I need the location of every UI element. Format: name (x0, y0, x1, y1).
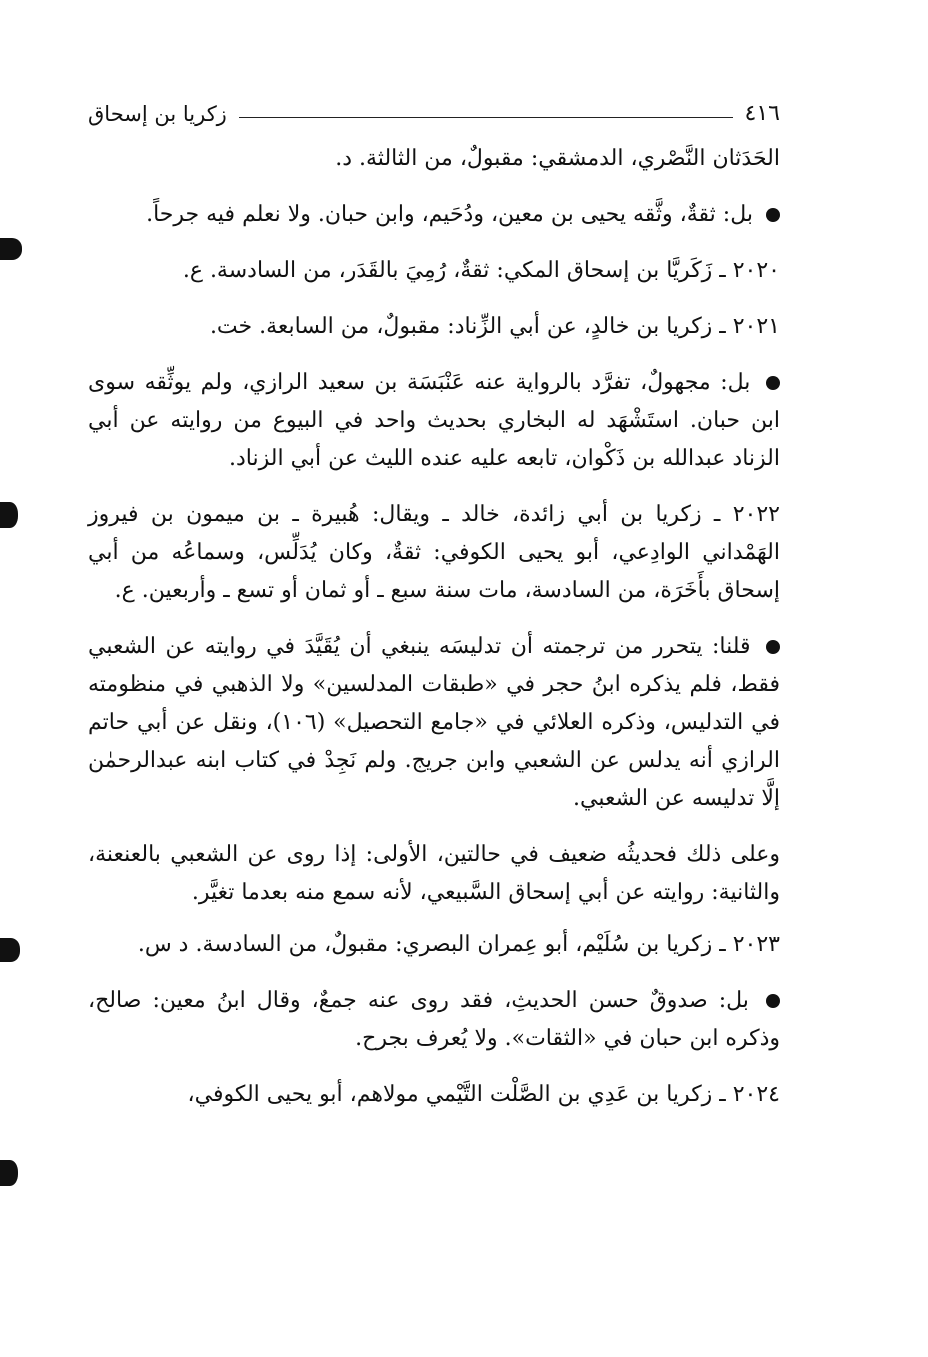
paragraph-text: وعلى ذلك فحديثُه ضعيف في حالتين، الأولى: إذا روى عن الشعبي بالعنعنة، والثانية: روايته عن أبي إسحاق السَّبيعي، لأنه سمع منه بعدما تغيَّر. (88, 842, 780, 905)
paragraph (88, 628, 780, 818)
page-edge-mark (0, 1160, 18, 1186)
paragraph-text: الحَدَثان النَّصْري، الدمشقي: مقبولٌ، من الثالثة. د. (335, 146, 780, 171)
running-title: زكريا بن إسحاق (88, 102, 227, 126)
bullet-icon (766, 994, 780, 1008)
entry-paragraph (88, 496, 780, 610)
paragraph (88, 836, 780, 912)
paragraph-text: قلنا: يتحرر من ترجمته أن تدليسَه ينبغي أن يُقَيَّدَ في روايته عن الشعبي فقط، فلم يذكره ابنُ حجر في «طبقات المدلسين» ولا الذهبي في منظومته في التدليس، وذكره العلائي في «جامع التحصيل» (١٠٦)، ونقل عن أبي حاتم الرازي أنه يدلس عن الشعبي وابن جريج. ولم نَجِدْ في كتاب ابنه عبدالرحمٰن إلَّا تدليسه عن الشعبي. (88, 634, 780, 811)
entry-paragraph (88, 926, 780, 964)
text-body (88, 140, 780, 1114)
paragraph-text: ٢٠٢٣ ـ زكريا بن سُلَيْم، أبو عِمران البصري: مقبولٌ، من السادسة. د س. (137, 932, 780, 957)
paragraph (88, 140, 780, 178)
entry-paragraph (88, 252, 780, 290)
bullet-icon (766, 376, 780, 390)
paragraph-text: بل: صدوقٌ حسن الحديثِ، فقد روى عنه جمعٌ، وقال ابنُ معين: صالح، وذكره ابن حبان في «الثقات». ولا يُعرف بجرح. (88, 988, 780, 1051)
paragraph (88, 982, 780, 1058)
paragraph-text: بل: مجهولٌ، تفرَّد بالرواية عنه عَنْبَسَة بن سعيد الرازي، ولم يوثِّقه سوى ابن حبان. استَشْهَد له البخاري بحديث واحد في البيوع من روايته عن أبي الزناد عبدالله بن ذَكْوان، تابعه عليه عنده الليث عن أبي الزناد. (88, 370, 780, 471)
paragraph-text: ٢٠٢٤ ـ زكريا بن عَدِي بن الصَّلْت التَّيْمي مولاهم، أبو يحيى الكوفي، (187, 1082, 780, 1107)
page-edge-mark (0, 938, 20, 962)
entry-paragraph (88, 308, 780, 346)
page-number: ٤١٦ (744, 101, 780, 126)
page-edge-mark (0, 238, 22, 260)
header-rule (239, 117, 733, 118)
paragraph (88, 196, 780, 234)
bullet-icon (766, 640, 780, 654)
paragraph-text: ٢٠٢٠ ـ زَكَريَّا بن إسحاق المكي: ثقةٌ، رُمِيَ بالقَدَر، من السادسة. ع. (182, 258, 780, 283)
paragraph (88, 364, 780, 478)
paragraph-text: بل: ثقةٌ، وثَّقه يحيى بن معين، ودُحَيم، وابن حبان. ولا نعلم فيه جرحاً. (146, 202, 753, 227)
paragraph-text: ٢٠٢١ ـ زكريا بن خالدٍ، عن أبي الزِّناد: مقبولٌ، من السابعة. خت. (209, 314, 780, 339)
running-header (88, 92, 780, 126)
bullet-icon (766, 208, 780, 222)
paragraph-text: ٢٠٢٢ ـ زكريا بن أبي زائدة، خالد ـ ويقال: هُبيرة ـ بن ميمون بن فيروز الهَمْداني الوادِعي، أبو يحيى الكوفي: ثقةٌ، وكان يُدَلِّس، وسماعُه من أبي إسحاق بأَخَرَة، من السادسة، مات سنة سبع ـ أو ثمان أو تسع ـ وأربعين. ع. (88, 502, 780, 603)
page-edge-mark (0, 502, 18, 528)
entry-paragraph (88, 1076, 780, 1114)
